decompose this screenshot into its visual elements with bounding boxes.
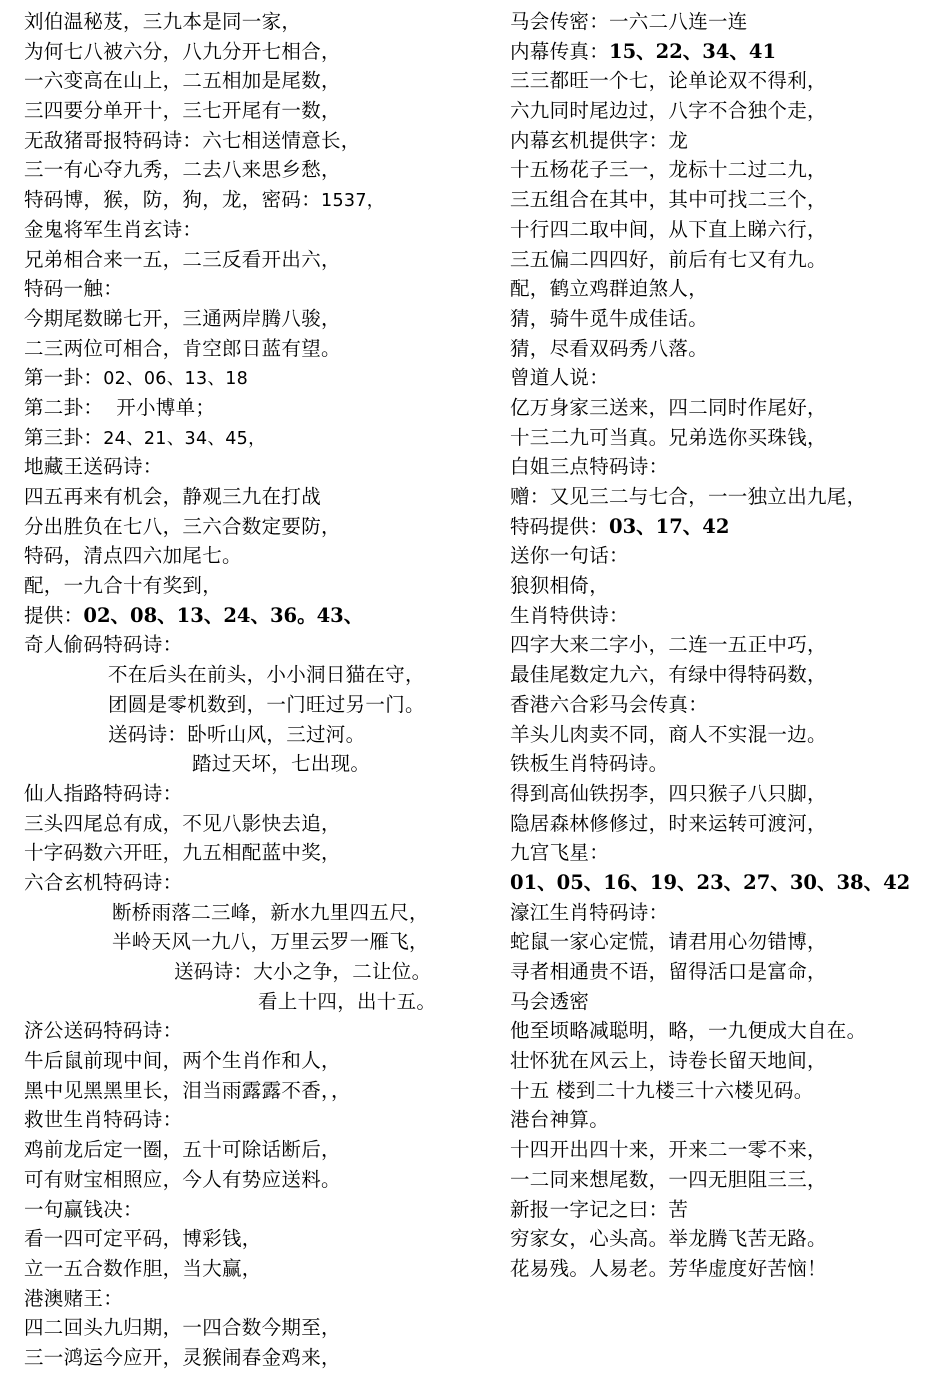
text-line: 四五再来有机会，静观三九在打战 xyxy=(24,485,322,508)
text-line: 特码，清点四六加尾七。 xyxy=(24,544,242,568)
section-heading: 奇人偷码特码诗： xyxy=(24,633,183,657)
text-segment: 特码博，猴，防，狗，龙，密码： xyxy=(24,188,322,212)
section-heading: 送你一句话： xyxy=(510,544,629,568)
section-heading: 仙人指路特码诗： xyxy=(24,781,183,805)
text-line: 今期尾数睇七开，三通两岸腾八骏， xyxy=(24,306,341,330)
text-line: 黑中见黑黑里长，泪当雨露露不香，， xyxy=(24,1078,351,1102)
text-line: 四字大来二字小，二连一五正中巧， xyxy=(510,633,827,657)
section-heading: 济公送码特码诗： xyxy=(24,1019,183,1043)
text-line: 十四开出四十来，开来二一零不来， xyxy=(510,1138,827,1162)
poem-line: 看上十四，出十五。 xyxy=(258,989,437,1013)
text-line: 三五组合在其中，其中可找二三个， xyxy=(510,188,827,212)
password-number: 1537， xyxy=(321,191,385,212)
section-heading: 港澳赌王： xyxy=(24,1286,124,1310)
text-line: 十字码数六开旺，九五相配蓝中奖， xyxy=(24,841,341,865)
text-line: 为何七八被六分，八九分开七相合， xyxy=(24,39,341,63)
poem-line: 不在后头在前头，小小洞日猫在守， xyxy=(108,663,425,687)
text-line: 最佳尾数定九六，有绿中得特码数， xyxy=(510,663,827,687)
text-line: 十行四二取中间，从下直上睇六行， xyxy=(510,217,827,241)
text-line: 六九同时尾边过，八字不合独个走， xyxy=(510,99,827,123)
bold-number-list: 01、05、16、19、23、27、30、38、42 xyxy=(510,870,911,894)
text-line: 亿万身家三送来，四二同时作尾好， xyxy=(510,395,827,419)
section-heading: 九宫飞星： xyxy=(510,841,610,865)
text-line: 寻者相通贵不语，留得活口是富命， xyxy=(510,960,827,983)
text-line: 赠：又见三二与七合，一一独立出九尾， xyxy=(510,485,867,508)
text-line: 十五杨花子三一，龙标十二过二九， xyxy=(510,158,827,182)
text-line: 蛇鼠一家心定慌，请君用心勿错博， xyxy=(510,930,827,954)
text-line: 羊头儿肉卖不同，商人不实混一边。 xyxy=(510,722,827,746)
section-heading: 金鬼将军生肖玄诗： xyxy=(24,217,203,241)
text-line: 壮怀犹在风云上，诗卷长留天地间， xyxy=(510,1049,827,1073)
section-heading: 铁板生肖特码诗。 xyxy=(510,752,669,776)
text-line: 分出胜负在七八，三六合数定要防， xyxy=(24,514,341,538)
text-line: 得到高仙铁拐李，四只猴子八只脚， xyxy=(510,781,827,805)
text-line: 牛后鼠前现中间，两个生肖作和人， xyxy=(24,1049,341,1073)
section-heading: 生肖特供诗： xyxy=(510,603,629,627)
number-list: 24、21、34、45， xyxy=(103,428,266,449)
text-line: 三三都旺一个七，论单论双不得利， xyxy=(510,69,827,93)
text-segment: 提供： xyxy=(24,603,84,627)
text-line: 三五偏二四四好，前后有七又有九。 xyxy=(510,247,827,271)
text-segment: 第三卦： xyxy=(24,425,104,449)
text-line: 十三二九可当真。兄弟选你买珠钱， xyxy=(510,425,827,449)
text-segment: 第一卦： xyxy=(24,366,104,390)
text-line: 三四要分单开十，三七开尾有一数， xyxy=(24,99,341,123)
text-line: 一六变高在山上，二五相加是尾数， xyxy=(24,69,341,93)
section-heading: 地藏王送码诗： xyxy=(24,455,163,479)
text-line: 四二回头九归期，一四合数今期至， xyxy=(24,1316,341,1340)
text-line: 十五 楼到二十九楼三十六楼见码。 xyxy=(510,1078,814,1102)
section-heading: 濠江生肖特码诗： xyxy=(510,900,669,924)
text-line xyxy=(24,601,484,631)
text-line: 一二同来想尾数，一四无胆阻三三， xyxy=(510,1167,827,1191)
text-segment: 特码提供： xyxy=(510,514,610,538)
text-line: 看一四可定平码，博彩钱， xyxy=(24,1227,262,1251)
text-line xyxy=(24,185,484,215)
text-line: 马会传密：一六二八连一连 xyxy=(510,10,748,33)
text-line: 配，鹤立鸡群迫煞人， xyxy=(510,277,709,301)
text-line xyxy=(510,512,930,542)
bold-number-list: 02、08、13、24、36。43、 xyxy=(83,603,364,627)
text-line: 狼狈相倚， xyxy=(510,574,610,598)
bold-number-list: 03、17、42 xyxy=(609,514,730,538)
section-heading: 特码一触： xyxy=(24,277,124,301)
text-line: 三一有心夺九秀，二去八来思乡愁， xyxy=(24,158,341,182)
number-list: 02、06、13、18 xyxy=(103,369,249,390)
text-line xyxy=(510,37,930,67)
text-line: 穷家女，心头高。举龙腾飞苦无路。 xyxy=(510,1227,827,1251)
text-line: 隐居森林修修过，时来运转可渡河， xyxy=(510,811,827,835)
text-line: 花易残。人易老。芳华虚度好苦恼！ xyxy=(510,1256,827,1280)
poem-line: 送码诗：卧听山风，三过河。 xyxy=(108,722,366,746)
text-line: 刘伯温秘芨，三九本是同一家， xyxy=(24,10,302,33)
section-heading: 一句赢钱决： xyxy=(24,1197,143,1221)
text-line: 无敌猪哥报特码诗：六七相送情意长， xyxy=(24,128,361,152)
text-line: 配，一九合十有奖到， xyxy=(24,574,223,598)
section-heading: 香港六合彩马会传真： xyxy=(510,692,709,716)
poem-line: 团圆是零机数到，一门旺过另一门。 xyxy=(108,692,425,716)
text-line: 三头四尾总有成，不见八影快去追， xyxy=(24,811,341,835)
section-heading: 港台神算。 xyxy=(510,1108,610,1132)
text-line: 三一鸿运今应开，灵猴闹春金鸡来， xyxy=(24,1345,341,1369)
text-line: 第二卦： 开小博单； xyxy=(24,395,216,419)
left-column xyxy=(24,7,484,1373)
bold-number-list: 15、22、34、41 xyxy=(609,39,777,63)
text-line: 兄弟相合来一五，二三反看开出六， xyxy=(24,247,341,271)
text-line: 猜，骑牛觅牛成佳话。 xyxy=(510,306,709,330)
right-column xyxy=(510,7,930,1284)
text-line xyxy=(24,363,484,393)
text-line: 新报一字记之曰：苦 xyxy=(510,1197,689,1221)
text-line: 可有财宝相照应，今人有势应送料。 xyxy=(24,1167,341,1191)
text-line: 鸡前龙后定一圈，五十可除话断后， xyxy=(24,1138,341,1162)
poem-line: 断桥雨落二三峰，新水九里四五尺， xyxy=(112,900,429,924)
text-line: 二三两位可相合，肯空郎日蓝有望。 xyxy=(24,336,341,360)
section-heading: 六合玄机特码诗： xyxy=(24,870,183,894)
text-line: 猜，尽看双码秀八落。 xyxy=(510,336,709,360)
text-segment: 内幕传真： xyxy=(510,39,610,63)
section-heading: 曾道人说： xyxy=(510,366,610,390)
poem-line: 送码诗：大小之争，二让位。 xyxy=(174,960,432,983)
poem-line: 踏过天坏，七出现。 xyxy=(192,752,371,776)
section-heading: 马会透密 xyxy=(510,989,590,1013)
text-line: 立一五合数作胆，当大赢， xyxy=(24,1256,262,1280)
section-heading: 救世生肖特码诗： xyxy=(24,1108,183,1132)
text-line xyxy=(24,423,484,453)
text-line: 他至顷略减聪明，略，一九便成大自在。 xyxy=(510,1019,867,1043)
section-heading: 白姐三点特码诗： xyxy=(510,455,669,479)
poem-line: 半岭天风一九八，万里云罗一雁飞， xyxy=(112,930,429,954)
text-line: 内幕玄机提供字：龙 xyxy=(510,128,689,152)
